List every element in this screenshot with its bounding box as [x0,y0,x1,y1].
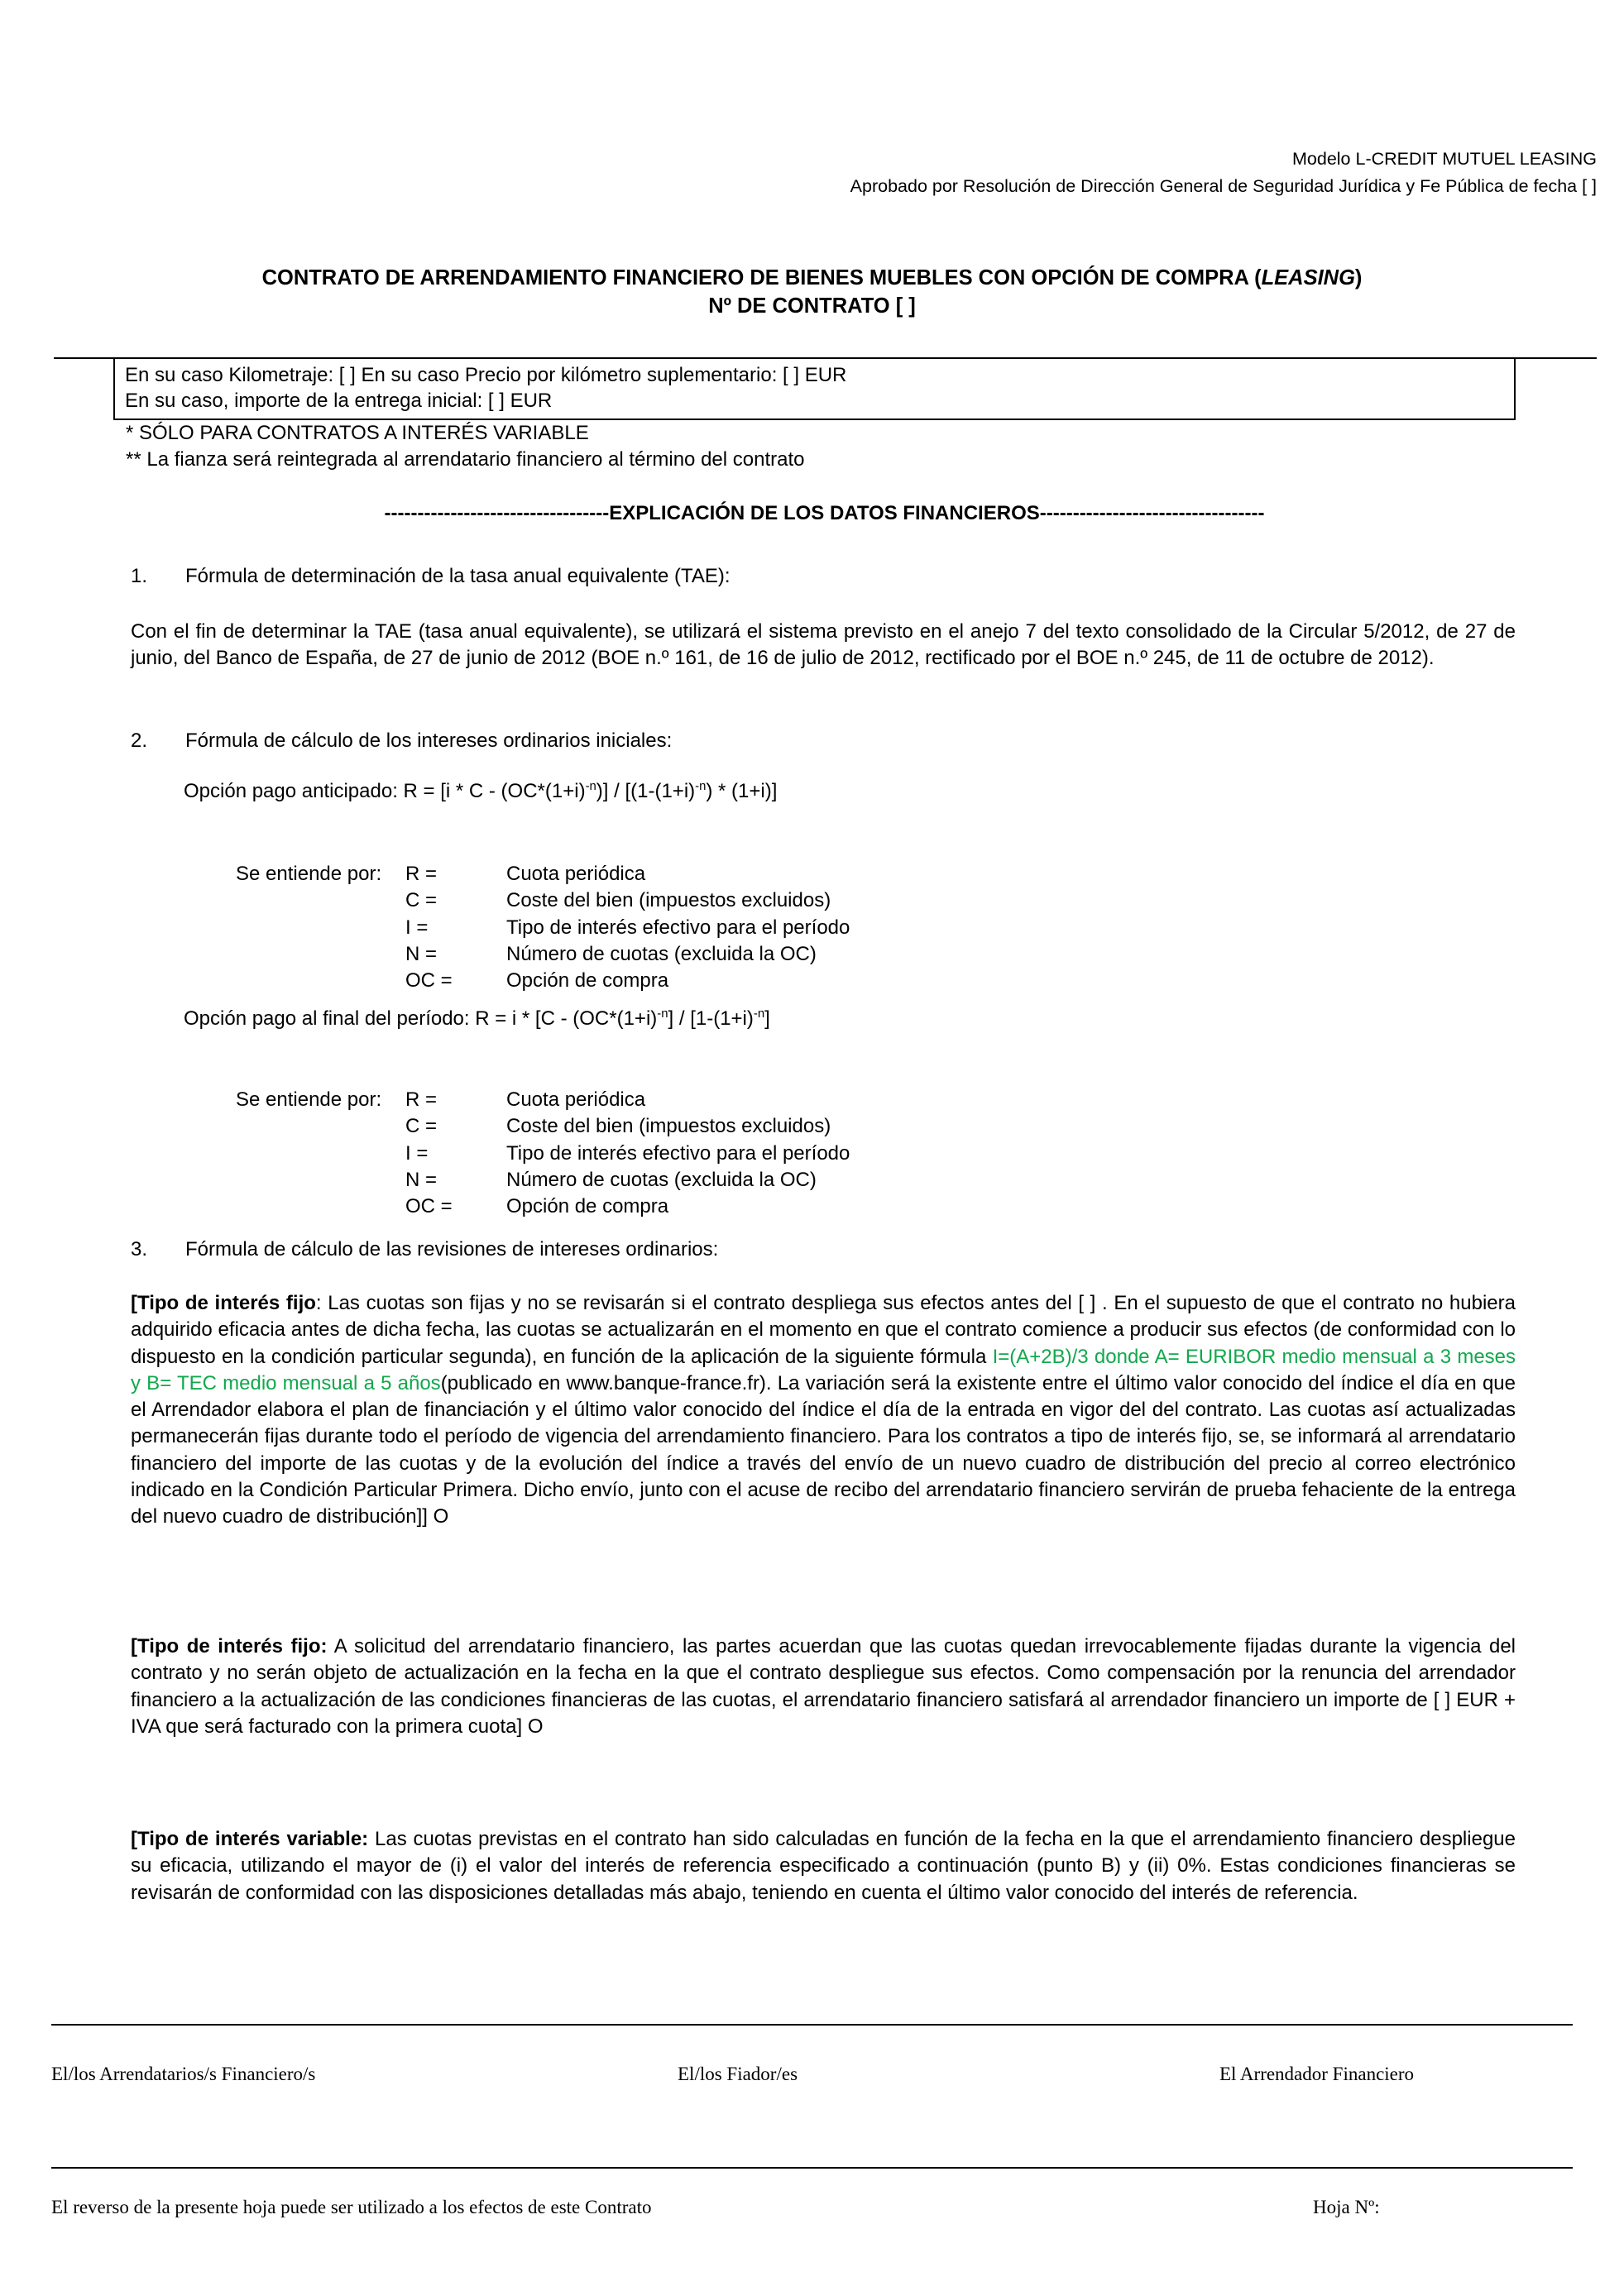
definition-symbol: I = [405,1141,429,1165]
page-title [99,265,1525,321]
definition-row [236,1113,850,1140]
clause-fixed-rate-2-text: A solicitud del arrendatario financiero, las partes acuerdan que las cuotas quedan irrevocablemente fijadas durante la vigencia del contrato y no serán objeto de actualización en la fecha en la que el contrato despliegue sus efectos. Como compensación por la renuncia del arrendador financiero a la actualización de las condiciones financieras de las cuotas, el arrendatario financiero satisfará al arrendador financiero un importe de [ ] EUR + IVA que será facturado con la primera cuota] O [131,1635,1516,1738]
definition-text: Número de cuotas (excluida la OC) [506,1168,817,1191]
definitions-advance-payment [236,861,850,994]
definition-text: Coste del bien (impuestos excluidos) [506,889,831,912]
formula-end-mid: ] / [1-(1+i) [668,1007,754,1030]
clause-variable-rate-text: Las cuotas previstas en el contrato han sido calculadas en función de la fecha en la que el arrendamiento financiero despliegue su eficacia, utilizando el mayor de (i) el valor del interés de referencia especificado a continuación (punto B) y (ii) 0%. Estas condiciones financieras se revisarán de conformidad con las disposiciones detalladas más abajo, teniendo en cuenta el último valor conocido del interés de referencia. [131,1828,1516,1904]
footer-divider-bottom [51,2167,1573,2169]
definition-row [236,968,850,994]
definition-symbol: R = [405,1088,438,1111]
document-header [54,146,1597,201]
info-box [113,357,1516,420]
definition-row [236,941,850,968]
section-banner-financial-data: ----------------------------------EXPLICACIÓN DE LOS DATOS FINANCIEROS---------------------------------- [384,502,1265,524]
definition-text: Opción de compra [506,969,669,993]
list-item-3-number: 3. [131,1238,148,1260]
list-item-2 [131,728,1516,754]
list-item-1-label: Fórmula de determinación de la tasa anual equivalente (TAE): [185,565,731,587]
clause-variable-rate-label: [Tipo de interés variable: [131,1828,369,1850]
formula-advance-payment [184,780,777,803]
definition-text: Número de cuotas (excluida la OC) [506,942,817,965]
note-deposit-refund: ** La fianza será reintegrada al arrendatario financiero al término del contrato [126,448,805,471]
definition-symbol: C = [405,1115,438,1138]
clause-fixed-rate-1-formula-highlight: I=(A+2B)/3 donde A= EURIBOR medio mensual a 3 meses y B= TEC medio mensual a 5 años [131,1345,1516,1394]
definition-row [236,1087,850,1113]
formula-end-sup-2: -n [753,1007,765,1021]
header-model-line: Modelo L-CREDIT MUTUEL LEASING [1292,149,1597,169]
list-item-1-number: 1. [131,565,148,587]
list-item-2-label: Fórmula de cálculo de los intereses ordinarios iniciales: [185,729,673,752]
definitions-lead-a: Se entiende por: [236,863,382,885]
definition-row [236,1193,850,1220]
footer-sheet-number-label: Hoja Nº: [1313,2197,1380,2217]
formula-advance-sup-2: -n [695,780,707,793]
title-line-1 [99,265,1525,293]
list-item-3 [131,1236,1516,1263]
definition-symbol: N = [405,942,438,965]
definition-text: Tipo de interés efectivo para el período [506,1141,850,1165]
definition-symbol: R = [405,863,438,885]
asterisk-notes [126,420,1525,473]
footer-note-reverse-usable: El reverso de la presente hoja puede ser utilizado a los efectos de este Contrato [51,2197,652,2217]
definitions-lead-b: Se entiende por: [236,1088,382,1111]
definition-symbol: I = [405,916,429,939]
definition-row [236,887,850,914]
definition-text: Cuota periódica [506,863,646,885]
formula-end-label: Opción pago al final del período: R = i * [C - (OC*(1+i) [184,1007,658,1030]
definition-row [236,1141,850,1167]
header-approval-line: Aprobado por Resolución de Dirección General de Seguridad Jurídica y Fe Pública de fecha [ ] [850,176,1597,197]
list-item-3-label: Fórmula de cálculo de las revisiones de intereses ordinarios: [185,1238,719,1260]
title-line-2: Nº DE CONTRATO [ ] [708,294,916,318]
formula-advance-label: Opción pago anticipado: R = [i * C - (OC*(1+i) [184,780,586,802]
clause-variable-rate [131,1826,1516,1906]
definitions-end-of-period [236,1087,850,1220]
clause-fixed-rate-1-part-1: : Las cuotas son fijas y no se revisarán si el contrato despliega sus efectos antes del [ ] . En el supuesto de que el contrato no hubiera adquirido eficacia antes de dicha fecha, las cuotas se actualizarán en el momento en que el contrato comience a producir sus efectos (de conformidad con lo dispuesto en la condición particular segunda), en función de la aplicación de la siguiente fórmula [131,1292,1516,1368]
title-line-1-italic: LEASING [1261,266,1355,289]
definition-text: Cuota periódica [506,1088,646,1111]
list-item-2-number: 2. [131,729,148,752]
formula-end-tail: ] [764,1007,770,1030]
clause-fixed-rate-2 [131,1634,1516,1740]
formula-end-of-period-payment [184,1007,770,1031]
info-box-line-1: En su caso Kilometraje: [ ] En su caso Precio por kilómetro suplementario: [ ] EUR [125,364,847,386]
signature-label-lessor: El Arrendador Financiero [1219,2064,1415,2084]
definition-text: Opción de compra [506,1195,669,1218]
definition-text: Coste del bien (impuestos excluidos) [506,1115,831,1138]
footer-divider-top [51,2024,1573,2026]
formula-advance-sup-1: -n [585,780,596,793]
definition-symbol: OC = [405,969,453,993]
definition-symbol: C = [405,889,438,912]
info-box-line-2: En su caso, importe de la entrega inicial: [ ] EUR [125,390,553,413]
clause-fixed-rate-1 [131,1290,1516,1530]
clause-fixed-rate-1-part-2: (publicado en www.banque-france.fr). La variación será la existente entre el último valor conocido del índice el día en que el Arrendador elabora el plan de financiación y el último valor conocido del índice el día de la entrada en vigor del del contrato. Las cuotas así actualizadas permanecerán fijas durante todo el período de vigencia del arrendamiento financiero. Para los contratos a tipo de interés fijo, se, se informará al arrendatario financiero del importe de las cuotas y de la evolución del índice a través del envío de un nuevo cuadro de distribución del precio al correo electrónico indicado en la Condición Particular Primera. Dicho envío, junto con el acuse de recibo del arrendatario financiero servirán de prueba fehaciente de la entrega del nuevo cuadro de distribución]] O [131,1371,1516,1528]
note-variable-rate: * SÓLO PARA CONTRATOS A INTERÉS VARIABLE [126,422,589,444]
title-line-1-post: ) [1354,266,1363,289]
definition-row [236,915,850,941]
paragraph-tae-method: Con el fin de determinar la TAE (tasa anual equivalente), se utilizará el sistema previsto en el anejo 7 del texto consolidado de la Circular 5/2012, de 27 de junio, del Banco de España, de 27 de junio de 2012 (BOE n.º 161, de 16 de julio de 2012, rectificado por el BOE n.º 245, de 11 de octubre de 2012). [131,620,1516,670]
list-item-1 [131,563,1516,590]
definition-symbol: OC = [405,1195,453,1218]
title-line-1-pre: CONTRATO DE ARRENDAMIENTO FINANCIERO DE BIENES MUEBLES CON OPCIÓN DE COMPRA ( [261,266,1262,289]
formula-advance-mid: )] / [(1-(1+i) [596,780,696,802]
definition-row [236,1167,850,1193]
formula-advance-tail: ) * (1+i)] [706,780,778,802]
signature-label-guarantor: El/los Fiador/es [678,2064,798,2084]
clause-fixed-rate-2-label: [Tipo de interés fijo: [131,1635,328,1657]
clause-fixed-rate-1-label: [Tipo de interés fijo [131,1292,316,1314]
formula-end-sup-1: -n [657,1007,668,1021]
definition-symbol: N = [405,1168,438,1191]
signature-label-lessee: El/los Arrendatarios/s Financiero/s [51,2064,316,2084]
definition-row [236,861,850,887]
definition-text: Tipo de interés efectivo para el período [506,916,850,939]
